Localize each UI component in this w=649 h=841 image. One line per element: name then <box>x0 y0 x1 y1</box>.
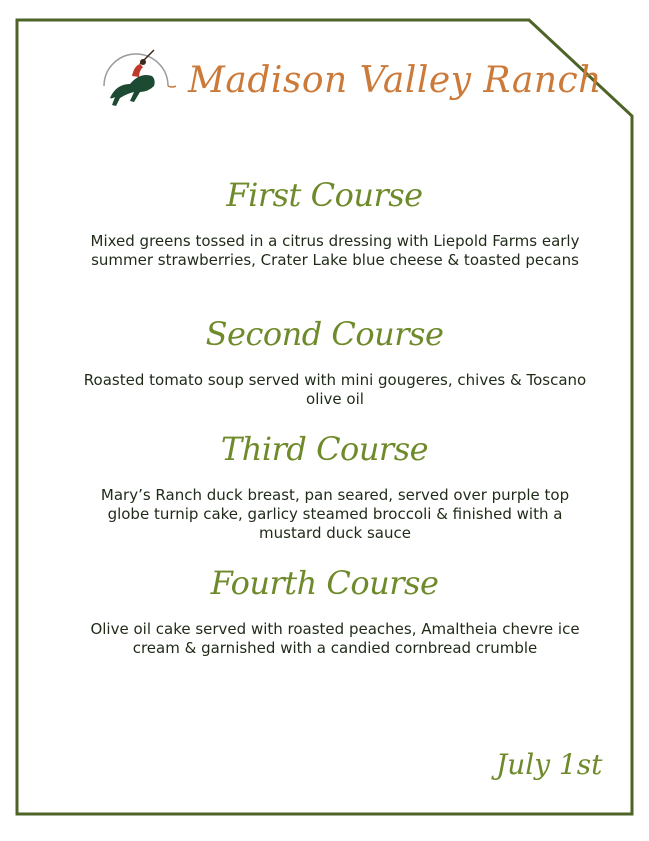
horse-rider-logo-icon <box>96 46 176 112</box>
course-description-second: Roasted tomato soup served with mini gougeres, chives & Toscano olive oil <box>83 371 587 408</box>
course-title-first: First Course <box>226 176 423 214</box>
course-title-second: Second Course <box>205 315 444 353</box>
course-description-fourth: Olive oil cake served with roasted peaches, Amaltheia chevre ice cream & garnished with a candied cornbread crumble <box>90 620 580 657</box>
course-title-fourth: Fourth Course <box>210 564 439 602</box>
course-description-first: Mixed greens tossed in a citrus dressing with Liepold Farms early summer strawberries, Crater Lake blue cheese & toasted pecans <box>90 232 580 269</box>
menu-date: July 1st <box>496 748 603 781</box>
course-title-third: Third Course <box>220 430 429 468</box>
brand-name: Madison Valley Ranch <box>188 60 602 101</box>
course-description-third: Mary’s Ranch duck breast, pan seared, served over purple top globe turnip cake, garlicy steamed broccoli & finished with a mustard duck sauce <box>100 486 570 542</box>
header <box>96 46 602 116</box>
